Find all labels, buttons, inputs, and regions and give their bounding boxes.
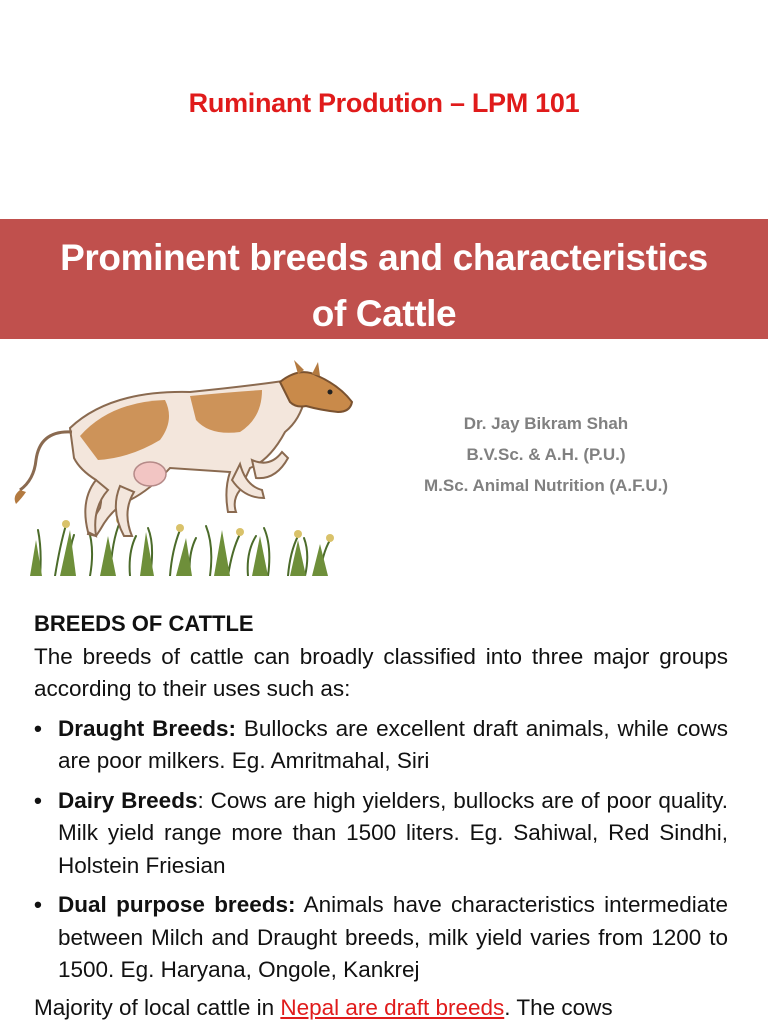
bullet-icon: • [34,892,42,917]
section-heading: BREEDS OF CATTLE [34,611,254,636]
content-body [34,608,728,1024]
breed-label: Dual purpose breeds: [58,892,296,917]
slide-title-line-1: Prominent breeds and characteristics [60,237,708,278]
intro-paragraph: The breeds of cattle can broadly classified into three major groups according to their uses such as: [34,643,728,701]
breed-description: Animals have characteristics intermediate between Milch and Draught breeds, milk yield varies from 1200 to 1500. Eg. Haryana, Ongole, Kankrej [58,892,728,982]
breed-item-draught [34,713,728,778]
closing-suffix: . The cows [504,994,613,1020]
bullet-icon: • [34,715,42,741]
breed-label: Dairy Breeds [58,787,198,813]
cow-illustration [0,340,372,576]
breed-item-dairy [34,785,728,883]
breed-item-dual-purpose [34,889,728,987]
bullet-icon: • [34,787,42,813]
author-degree-1: B.V.Sc. & A.H. (P.U.) [466,445,626,464]
breed-list [34,713,728,987]
breed-description: Bullocks are excellent draft animals, while cows are poor milkers. Eg. Amritmahal, Siri [58,715,728,773]
author-name: Dr. Jay Bikram Shah [463,414,629,433]
slide-title [0,230,768,342]
author-block [396,408,696,501]
breed-label: Draught Breeds: [58,715,236,741]
breed-description: : Cows are high yielders, bullocks are of poor quality. Milk yield range more than 1500 liters. Eg. Sahiwal, Red Sindhi, Holstein Friesian [58,787,729,878]
course-title: Ruminant Prodution – LPM 101 [188,88,580,118]
author-degree-2: M.Sc. Animal Nutrition (A.F.U.) [424,476,668,495]
closing-highlight: Nepal are draft breeds [280,994,505,1020]
closing-paragraph [34,992,728,1024]
closing-text: Majority of local cattle in [34,994,281,1020]
slide-title-line-2: of Cattle [311,293,457,334]
